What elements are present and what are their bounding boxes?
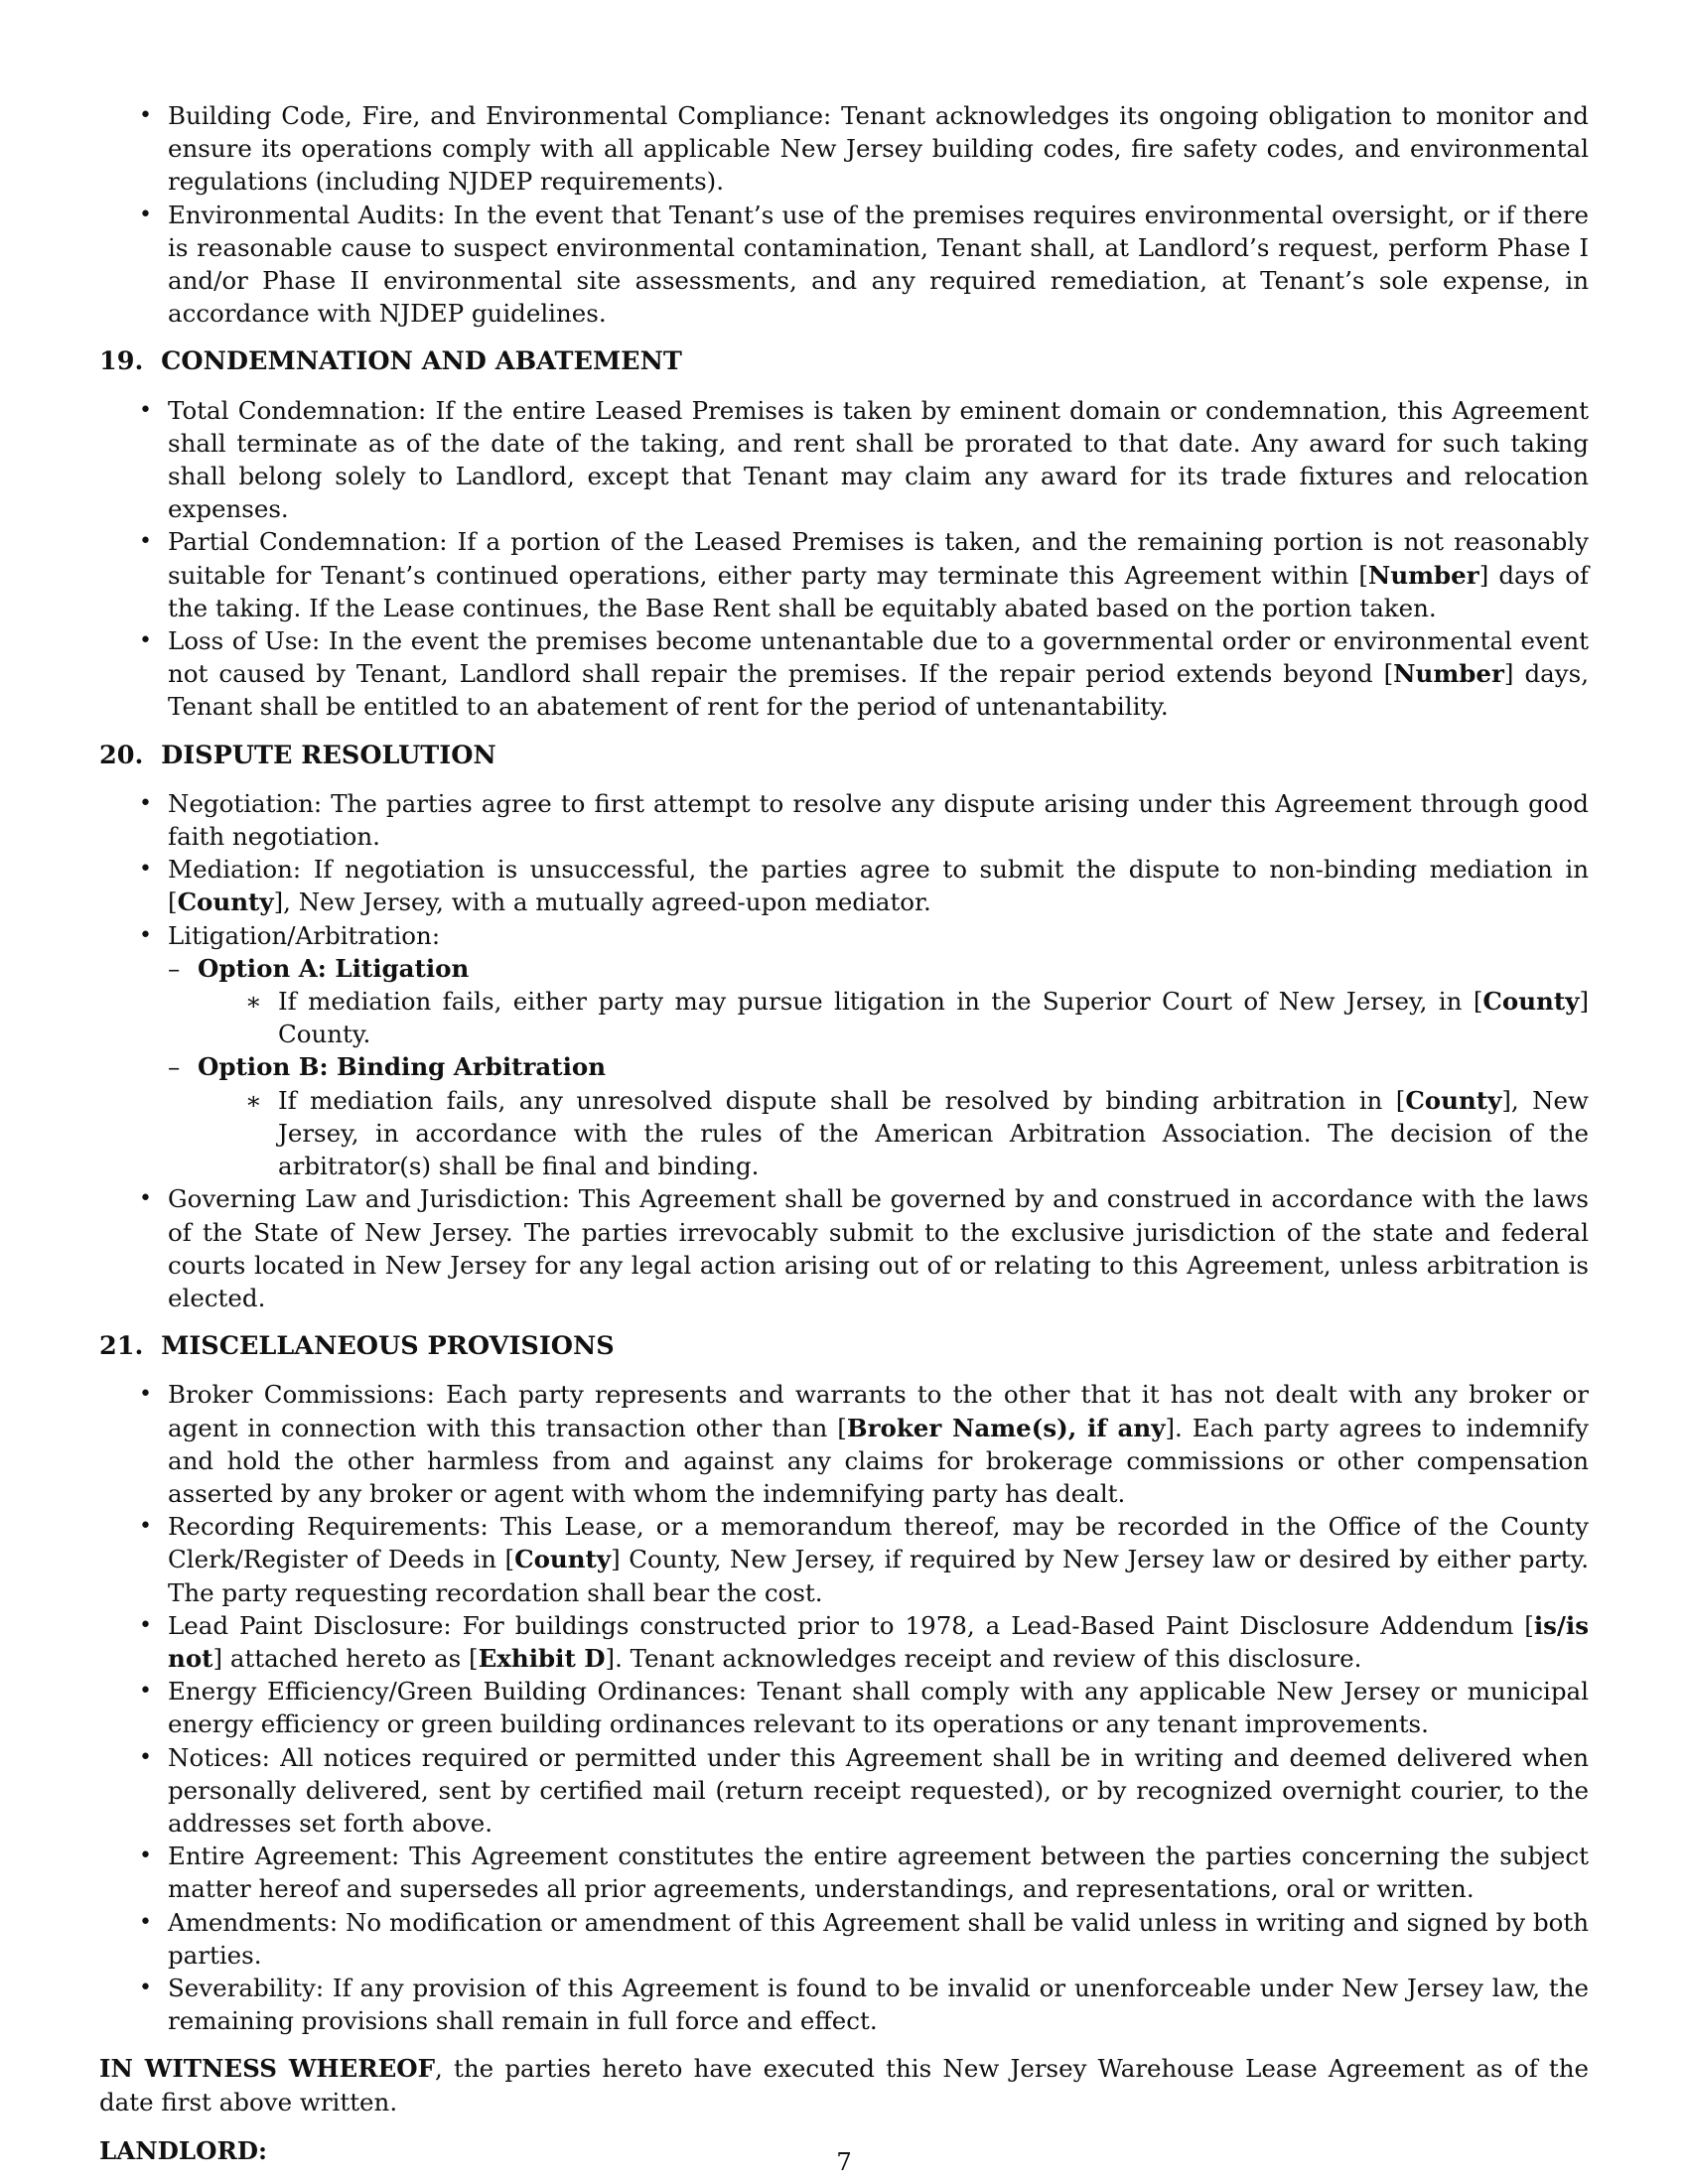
option-a-title: Option A: Litigation [198, 953, 470, 983]
placeholder-field: is/is not [168, 1610, 1589, 1673]
list-item: • Recording Requirements: This Lease, or a memorandum thereof, may be recorded in the Office of the County Clerk/Register of Deeds in [County] County, New Jersey, if required by New Jersey law or desired by either party. The party requesting recordation shall bear the cost. [99, 1510, 1589, 1609]
placeholder-field: County [514, 1545, 612, 1574]
list-item: • Amendments: No modification or amendment of this Agreement shall be valid unless in writing and signed by both parties. [99, 1906, 1589, 1972]
list-item: • Negotiation: The parties agree to first attempt to resolve any dispute arising under this Agreement through good faith negotiation. [99, 787, 1589, 853]
list-item [168, 1050, 1589, 1182]
sub-list [198, 985, 1589, 1050]
list-item: • Notices: All notices required or permitted under this Agreement shall be in writing and deemed delivered when personally delivered, sent by certified mail (return receipt requested), or by recognized overnight courier, to the addresses set forth above. [99, 1741, 1589, 1841]
placeholder-field: Number [1367, 560, 1479, 590]
list-item: • Loss of Use: In the event the premises become untenantable due to a governmental order or environmental event not caused by Tenant, Landlord shall repair the premises. If the repair period extends beyond [Number] days, Tenant shall be entitled to an abatement of rent for the period of untenantability. [99, 624, 1589, 724]
list-item: • Total Condemnation: If the entire Leased Premises is taken by eminent domain or condemnation, this Agreement shall terminate as of the date of the taking, and rent shall be prorated to that date. Any award for such taking shall belong solely to Landlord, except that Tenant may claim any award for its trade fixtures and relocation expenses. [99, 394, 1589, 526]
list-item: • Building Code, Fire, and Environmental Compliance: Tenant acknowledges its ongoing obligation to monitor and ensure its operations comply with all applicable New Jersey building codes, fire safety codes, and environmental regulations (including NJDEP requirements). [99, 99, 1589, 199]
list-item: • Broker Commissions: Each party represents and warrants to the other that it has not dealt with any broker or agent in connection with this transaction other than [Broker Name(s), if any]. Each party agrees to indemnify and hold the other harmless from and against any claims for brokerage commissions or other compensation asserted by any broker or agent with whom the indemnifying party has dealt. [99, 1378, 1589, 1510]
section-list [99, 394, 1589, 724]
list-item: • Mediation: If negotiation is unsuccessful, the parties agree to submit the dispute to non-binding mediation in [County], New Jersey, with a mutually agreed-upon mediator. [99, 853, 1589, 918]
list-item: • Entire Agreement: This Agreement constitutes the entire agreement between the parties concerning the subject matter hereof and supersedes all prior agreements, understandings, and representations, oral or written. [99, 1840, 1589, 1905]
sub-list [198, 1084, 1589, 1183]
placeholder-field: Broker Name(s), if any [846, 1413, 1166, 1442]
options-list [168, 952, 1589, 1182]
placeholder-field: Exhibit D [478, 1643, 606, 1673]
section-list [99, 1378, 1589, 2037]
section-heading: 20. DISPUTE RESOLUTION [99, 740, 496, 770]
section-list [99, 787, 1589, 1314]
witness-paragraph: IN WITNESS WHEREOF, the parties hereto have executed this New Jersey Warehouse Lease Agreement as of the date first above written. [99, 2054, 1590, 2116]
list-item: • Severability: If any provision of this Agreement is found to be invalid or unenforceable under New Jersey law, the remaining provisions shall remain in full force and effect. [99, 1972, 1589, 2037]
list-item: • Partial Condemnation: If a portion of the Leased Premises is taken, and the remaining portion is not reasonably suitable for Tenant’s continued operations, either party may terminate this Agreement within [Number] days of the taking. If the Lease continues, the Base Rent shall be equitably abated based on the portion taken. [99, 525, 1589, 624]
list-item [168, 952, 1589, 1051]
placeholder-field: County [177, 887, 274, 917]
list-item: ∗ If mediation fails, either party may pursue litigation in the Superior Court of New Jersey, in [County] County. [198, 985, 1589, 1050]
landlord-label: LANDLORD: [99, 2135, 268, 2165]
option-b-title: Option B: Binding Arbitration [198, 1052, 607, 1082]
page-number: 7 [836, 2147, 852, 2176]
placeholder-field: County [1482, 987, 1580, 1017]
section-heading: 19. CONDEMNATION AND ABATEMENT [99, 346, 682, 377]
list-item: • Lead Paint Disclosure: For buildings constructed prior to 1978, a Lead-Based Paint Disclosure Addendum [is/is not] attached hereto as [Exhibit D]. Tenant acknowledges receipt and review of this disclosure. [99, 1609, 1589, 1675]
list-item: • Environmental Audits: In the event that Tenant’s use of the premises requires environmental oversight, or if there is reasonable cause to suspect environmental contamination, Tenant shall, at Landlord’s request, perform Phase I and/or Phase II environmental site assessments, and any required remediation, at Tenant’s sole expense, in accordance with NJDEP guidelines. [99, 199, 1589, 331]
list-item: ∗ If mediation fails, any unresolved dispute shall be resolved by binding arbitration in [County], New Jersey, in accordance with the rules of the American Arbitration Association. The decision of the arbitrator(s) shall be final and binding. [198, 1084, 1589, 1183]
section-heading: 21. MISCELLANEOUS PROVISIONS [99, 1331, 615, 1362]
section-21 [99, 1330, 1589, 2037]
list-item: • Governing Law and Jurisdiction: This Agreement shall be governed by and construed in accordance with the laws of the State of New Jersey. The parties irrevocably submit to the exclusive jurisdiction of the state and federal courts located in New Jersey for any legal action arising out of or relating to this Agreement, unless arbitration is elected. [99, 1182, 1589, 1314]
document-page [99, 99, 1589, 2167]
list-item: • Litigation/Arbitration: – Option A: Litigation ∗ If mediation fails, either party may pursue litigation in the Superior Court of New Jersey, in [County] County. – Option B: Binding Arbitration ∗ If mediation fails, any unresolved dispute shall be resolved by binding arbitration in [County], New Jersey, in accordance with the rules of the American Arbitration Association. The decision of the arbitrator(s) shall be final and binding. [99, 919, 1589, 1183]
section-20 [99, 740, 1589, 1314]
section-19 [99, 345, 1589, 723]
list-item: • Energy Efficiency/Green Building Ordinances: Tenant shall comply with any applicable New Jersey or municipal energy efficiency or green building ordinances relevant to its operations or any tenant improvements. [99, 1675, 1589, 1740]
placeholder-field: Number [1393, 659, 1504, 689]
intro-list [99, 99, 1589, 330]
placeholder-field: County [1405, 1085, 1502, 1115]
